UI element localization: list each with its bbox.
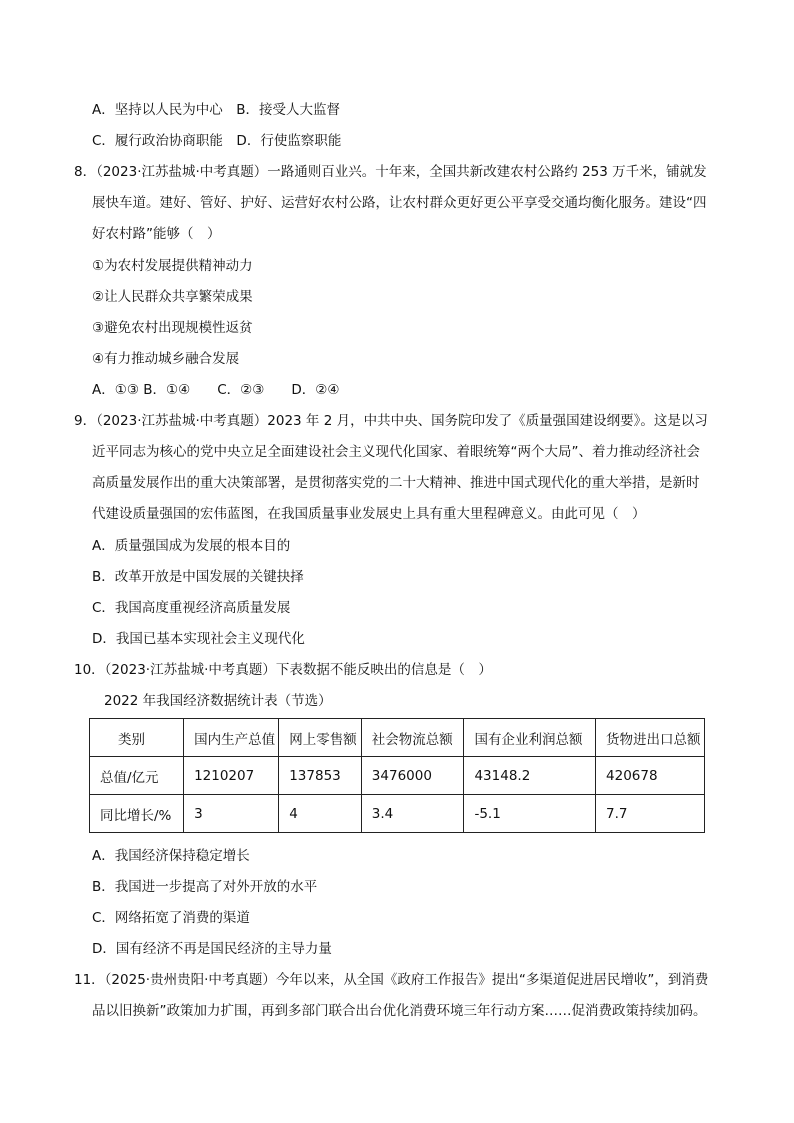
table-row xyxy=(90,757,705,795)
table-caption: 2022 年我国经济数据统计表（节选） xyxy=(104,693,332,709)
q8-stem-line-1: 8．（2023·江苏盐城·中考真题）一路通则百业兴。十年来，全国共新改建农村公路约 253 万千米，铺就发 xyxy=(74,164,707,180)
q8-stem-line-2: 展快车道。建好、管好、护好、运营好农村公路，让农村群众更好更公平享受交通均衡化服务。建设“四 xyxy=(92,195,707,211)
q10-stem-line-1: 10．（2023·江苏盐城·中考真题）下表数据不能反映出的信息是（ ） xyxy=(74,662,492,678)
table-cell: 137853 xyxy=(279,757,362,795)
table-cell: 3.4 xyxy=(361,795,464,833)
q8-item-4: ④有力推动城乡融合发展 xyxy=(92,351,240,367)
table-row xyxy=(90,795,705,833)
table-header-cell: 社会物流总额 xyxy=(361,719,464,757)
q10-option-a: A．我国经济保持稳定增长 xyxy=(92,848,250,864)
q8-item-1: ①为农村发展提供精神动力 xyxy=(92,258,253,274)
q7-options-row-1: A．坚持以人民为中心 B．接受人大监督 xyxy=(92,102,340,118)
table-cell: 420678 xyxy=(596,757,705,795)
q8-item-3: ③避免农村出现规模性返贫 xyxy=(92,320,253,336)
table-cell: 3476000 xyxy=(361,757,464,795)
q11-stem-line-1: 11．（2025·贵州贵阳·中考真题）今年以来，从全国《政府工作报告》提出“多渠道促进居民增收”，到消费 xyxy=(74,972,709,988)
q10-option-c: C．网络拓宽了消费的渠道 xyxy=(92,910,250,926)
table-cell: 4 xyxy=(279,795,362,833)
q9-stem-line-3: 高质量发展作出的重大决策部署，是贯彻落实党的二十大精神、推进中国式现代化的重大举措，是新时 xyxy=(92,475,700,491)
table-header-cell: 类别 xyxy=(90,719,184,757)
table-cell: 7.7 xyxy=(596,795,705,833)
q9-stem-line-1: 9．（2023·江苏盐城·中考真题）2023 年 2 月，中共中央、国务院印发了《质量强国建设纲要》。这是以习 xyxy=(74,413,708,429)
table-header-cell: 国有企业利润总额 xyxy=(464,719,596,757)
q9-option-d: D．我国已基本实现社会主义现代化 xyxy=(92,631,305,647)
table-header-cell: 网上零售额 xyxy=(279,719,362,757)
table-cell: -5.1 xyxy=(464,795,596,833)
q8-options: A．①③ B．①④ C．②③ D．②④ xyxy=(92,382,340,398)
q8-stem-line-3: 好农村路”能够（ ） xyxy=(92,226,221,242)
table-header-cell: 国内生产总值 xyxy=(184,719,279,757)
q9-option-c: C．我国高度重视经济高质量发展 xyxy=(92,600,291,616)
table-header-row xyxy=(90,719,705,757)
table-cell: 3 xyxy=(184,795,279,833)
q9-option-b: B．改革开放是中国发展的关键抉择 xyxy=(92,569,304,585)
table-cell: 1210207 xyxy=(184,757,279,795)
table-cell: 总值/亿元 xyxy=(90,757,184,795)
q9-stem-line-2: 近平同志为核心的党中央立足全面建设社会主义现代化国家、着眼统筹“两个大局”、着力推动经济社会 xyxy=(92,444,700,460)
table-cell: 同比增长/% xyxy=(90,795,184,833)
q10-option-d: D．国有经济不再是国民经济的主导力量 xyxy=(92,941,332,957)
q9-stem-line-4: 代建设质量强国的宏伟蓝图，在我国质量事业发展史上具有重大里程碑意义。由此可见（ ） xyxy=(92,506,646,522)
q7-options-row-2: C．履行政治协商职能 D．行使监察职能 xyxy=(92,133,342,149)
table-header-cell: 货物进出口总额 xyxy=(596,719,705,757)
q10-option-b: B．我国进一步提高了对外开放的水平 xyxy=(92,879,318,895)
q8-item-2: ②让人民群众共享繁荣成果 xyxy=(92,289,253,305)
q9-option-a: A．质量强国成为发展的根本目的 xyxy=(92,538,291,554)
q11-stem-line-2: 品以旧换新”政策加力扩围，再到多部门联合出台优化消费环境三年行动方案……促消费政策持续加码。 xyxy=(92,1003,707,1019)
table-cell: 43148.2 xyxy=(464,757,596,795)
economic-data-table xyxy=(89,718,705,833)
